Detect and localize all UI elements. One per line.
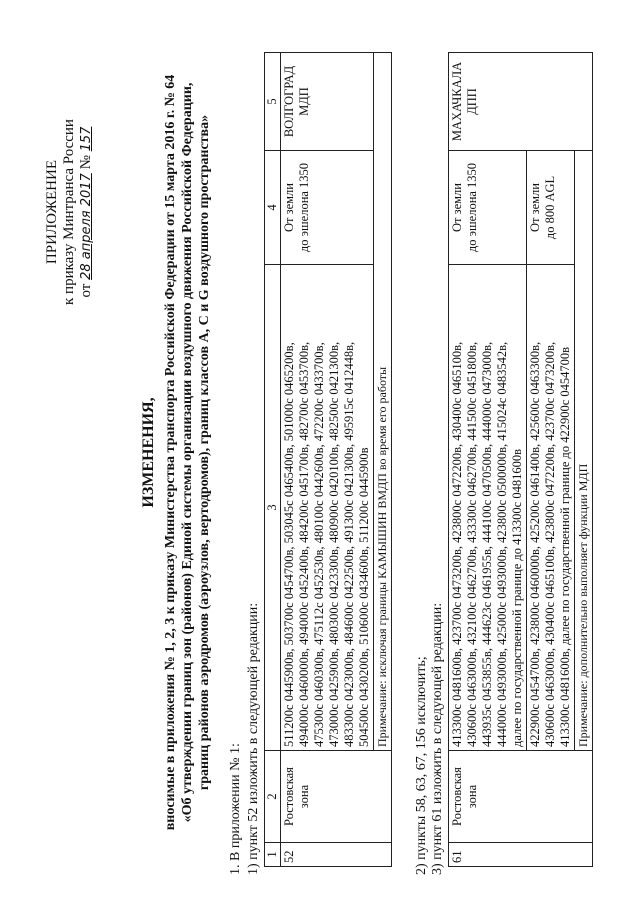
table-note-row <box>575 53 593 867</box>
header-cell: 1 <box>265 843 281 867</box>
subtitle-line: границ районов аэродромов (аэроузлов, вертодромов), границ классов A, C и G воздушного пространства» <box>197 114 212 791</box>
coordinates-cell <box>449 265 527 751</box>
altitude-line: От земли <box>528 183 542 232</box>
appendix-date-line <box>78 119 95 305</box>
altitude-cell <box>449 151 527 265</box>
zone-name: Ростовская <box>450 767 464 826</box>
table-row <box>281 53 374 867</box>
altitude-line: От земли <box>450 183 464 232</box>
header-cell: 5 <box>265 53 281 151</box>
altitude-line: до эшелона 1350 <box>465 162 479 253</box>
zone-type: зона <box>465 784 479 809</box>
zone-cell <box>449 751 593 843</box>
coords-line: 444000с 0493000в, 425000с 0493000в, 423800с 0500000в, 415024с 0483542в, <box>495 341 509 747</box>
row-number: 61 <box>449 843 593 867</box>
document-title: ИЗМЕНЕНИЯ, <box>140 397 157 508</box>
altitude-line: до 800 AGL <box>543 175 557 240</box>
table-note-row <box>374 53 392 867</box>
coords-line: 473000с 0425900в, 480300с 0423300в, 480900с 0420100в, 482500с 0421300в, <box>327 341 341 747</box>
coords-line: 430600с 0463000в, 430400с 0465100в, 423800с 0472200в, 423700с 0473200в, <box>543 341 557 747</box>
center-type: ДПП <box>465 88 479 115</box>
coords-line: 422900с 0454700в, 423800с 0460000в, 425200с 0461400в, 425600с 0463300в, <box>528 341 542 747</box>
appendix-order-line: к приказу Минтранса России <box>61 119 77 305</box>
coords-line: далее по государственной границе до 413300с 0481600в <box>510 449 524 747</box>
zone-name: Ростовская <box>282 767 296 826</box>
handwritten-number: 157 <box>79 126 94 152</box>
item-1-text: 1) пункт 52 изложить в следующей редакции: <box>246 602 261 875</box>
handwritten-date: 28 апреля 2017 <box>79 173 94 280</box>
altitude-cell <box>527 151 575 265</box>
table-row <box>449 53 527 867</box>
coords-line: 413300с 0481600в, далее по государственной границе до 422900с 0454700в <box>558 346 572 747</box>
appendix-header <box>44 119 95 305</box>
subtitle-line: вносимые в приложения № 1, 2, 3 к приказу Министерства транспорта Российской Федерации от 15 марта 2016 г. № 64 <box>163 74 178 831</box>
control-center-cell <box>449 53 593 151</box>
number-prefix: № <box>78 155 94 170</box>
header-cell: 3 <box>265 265 281 751</box>
table-note: Примечание: дополнительно выполняет функции МДП <box>575 151 593 751</box>
coords-line: 413300с 0481600в, 423700с 0473200в, 423800с 0472200в, 430400с 0465100в, <box>450 341 464 747</box>
altitude-cell <box>281 151 374 265</box>
table-item-61 <box>448 52 593 867</box>
row-number: 52 <box>281 843 392 867</box>
zone-type: зона <box>297 784 311 809</box>
coords-line: 504500с 0430200в, 510600с 0434600в, 511200с 0445900в <box>357 447 371 747</box>
date-prefix: от <box>78 283 94 298</box>
altitude-line: От земли <box>282 183 296 232</box>
document-subtitle <box>162 0 213 905</box>
subtitle-line: «Об утверждении границ зон (районов) Единой системы организации воздушного движения Российской Федерации, <box>180 82 195 823</box>
coords-line: 494000с 0460000в, 494000с 0452400в, 484200с 0451700в, 482700с 0453700в, <box>297 341 311 747</box>
coords-line: 511200с 0445900в, 503700с 0454700в, 503045с 0465400в, 501000с 0465200в, <box>282 342 296 747</box>
item-2-text: 2) пункты 58, 63, 67, 156 исключить; <box>414 656 429 875</box>
zone-cell <box>281 751 392 843</box>
center-type: МДП <box>297 87 311 116</box>
center-name: ВОЛГОГРАД <box>282 65 296 138</box>
coords-line: 430600с 0463000в, 432100с 0462700в, 433300с 0462700в, 441500с 0451800в, <box>465 341 479 747</box>
header-cell: 4 <box>265 151 281 265</box>
table-row <box>527 53 575 867</box>
item-3-text: 3) пункт 61 изложить в следующей редакции: <box>430 602 445 875</box>
coords-line: 475300с 0460300в, 475112с 0452530в, 480100с 0442600в, 472200с 0433700в, <box>312 342 326 747</box>
coordinates-cell <box>527 265 575 751</box>
table-header-row <box>265 53 281 867</box>
coordinates-cell <box>281 265 374 751</box>
coords-line: 483300с 0423000в, 484600с 0422500в, 491300с 0421300в, 495915с 0412448в, <box>342 341 356 747</box>
table-note: Примечание: исключая границы КАМЫШИН ВМДП во время его работы <box>374 53 392 751</box>
section-heading: 1. В приложении № 1: <box>228 743 243 875</box>
table-item-52 <box>264 52 392 867</box>
altitude-line: до эшелона 1350 <box>297 162 311 253</box>
coords-line: 443935с 0453855в, 444623с 0461955в, 444100с 0470500в, 444000с 0473000в, <box>480 341 494 747</box>
header-cell: 2 <box>265 751 281 843</box>
control-center-cell <box>281 53 374 151</box>
center-name: МАХАЧКАЛА <box>450 61 464 142</box>
appendix-label: ПРИЛОЖЕНИЕ <box>44 159 60 265</box>
